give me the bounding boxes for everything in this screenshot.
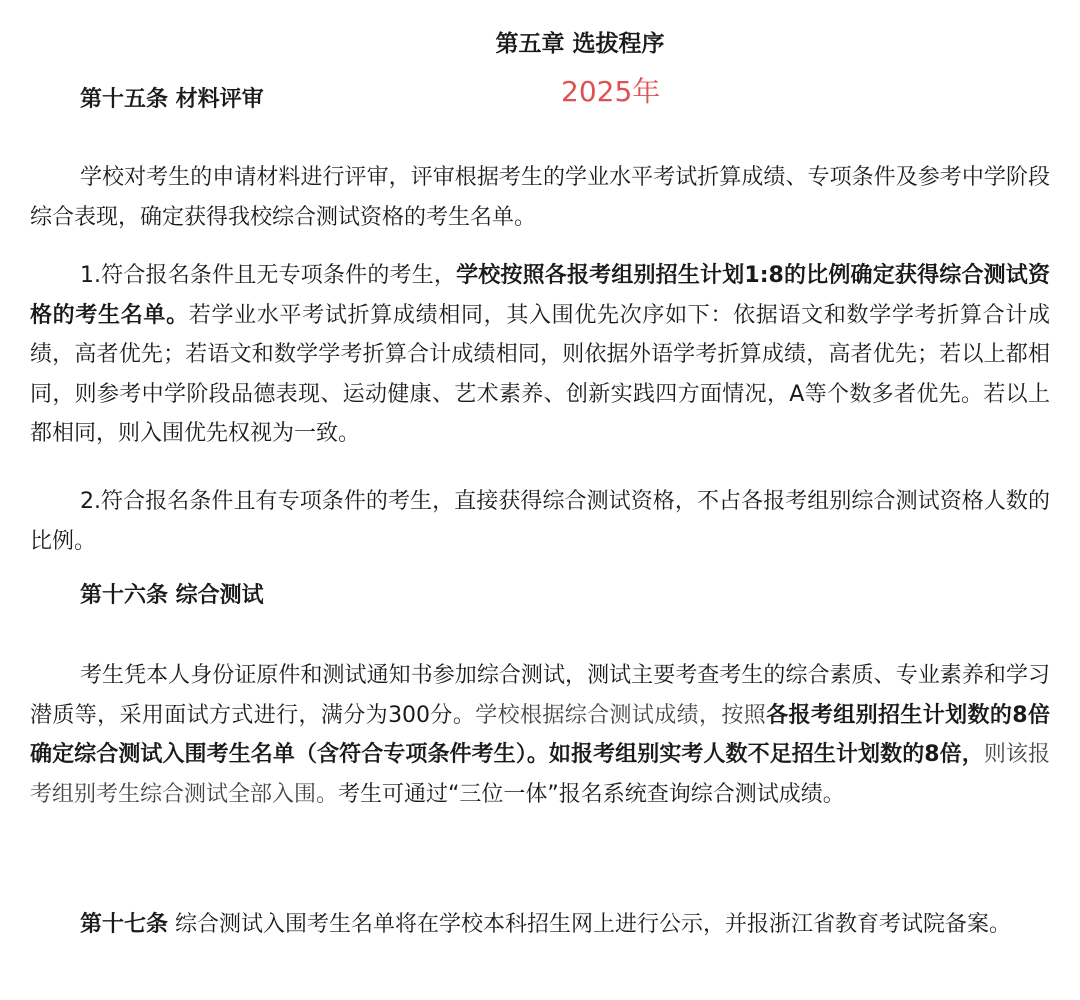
article-15-paragraph-3-text: 2.符合报名条件且有专项条件的考生，直接获得综合测试资格，不占各报考组别综合测试资格人数的比例。 [30, 489, 1050, 554]
article-15-heading: 第十五条 材料评审 [80, 87, 264, 112]
article-16-text-e: 考生可通过“三位一体”报名系统查询综合测试成绩。 [338, 781, 845, 807]
article-16-heading: 第十六条 综合测试 [80, 583, 264, 608]
chapter-title: 第五章 选拔程序 [495, 31, 665, 57]
article-15-paragraph-2-rest: 若学业水平考试折算成绩相同，其入围优先次序如下：依据语文和数学学考折算合计成绩，高者优先；若语文和数学学考折算合计成绩相同，则依据外语学考折算成绩，高者优先；若以上都相同，则参考中学阶段品德表现、运动健康、艺术素养、创新实践四方面情况，A等个数多者优先。若以上都相同，则入围优先权视为一致。 [30, 302, 1050, 446]
article-15-paragraph-3 [30, 482, 1050, 561]
article-16-paragraph [30, 656, 1050, 814]
article-16-text-d: 则该报考组别考生综合测试全部入围。 [30, 742, 1050, 807]
article-17-paragraph [30, 905, 1050, 945]
article-17-text: 综合测试入围考生名单将在学校本科招生网上进行公示，并报浙江省教育考试院备案。 [168, 912, 1012, 937]
article-16-text-b: 学校根据综合测试成绩，按照 [475, 702, 767, 728]
year-annotation: 2025年 [561, 75, 661, 108]
article-15-paragraph-2-emphasis: 学校按照各报考组别招生计划1:8的比例确定获得综合测试资格的考生名单。 [30, 263, 1050, 328]
article-15-paragraph-2-lead: 1.符合报名条件且无专项条件的考生， [80, 263, 457, 288]
article-16-emphasis: 各报考组别招生计划数的8倍确定综合测试入围考生名单（含符合专项条件考生）。如报考组别实考人数不足招生计划数的8倍， [30, 702, 1050, 767]
article-15-paragraph-1 [30, 158, 1050, 237]
article-15-paragraph-1-text: 学校对考生的申请材料进行评审，评审根据考生的学业水平考试折算成绩、专项条件及参考中学阶段综合表现，确定获得我校综合测试资格的考生名单。 [30, 165, 1050, 230]
article-17-heading: 第十七条 [80, 912, 169, 937]
article-16-text-a: 考生凭本人身份证原件和测试通知书参加综合测试，测试主要考查考生的综合素质、专业素养和学习潜质等，采用面试方式进行，满分为300分。 [30, 663, 1050, 728]
article-15-paragraph-2 [30, 256, 1050, 454]
